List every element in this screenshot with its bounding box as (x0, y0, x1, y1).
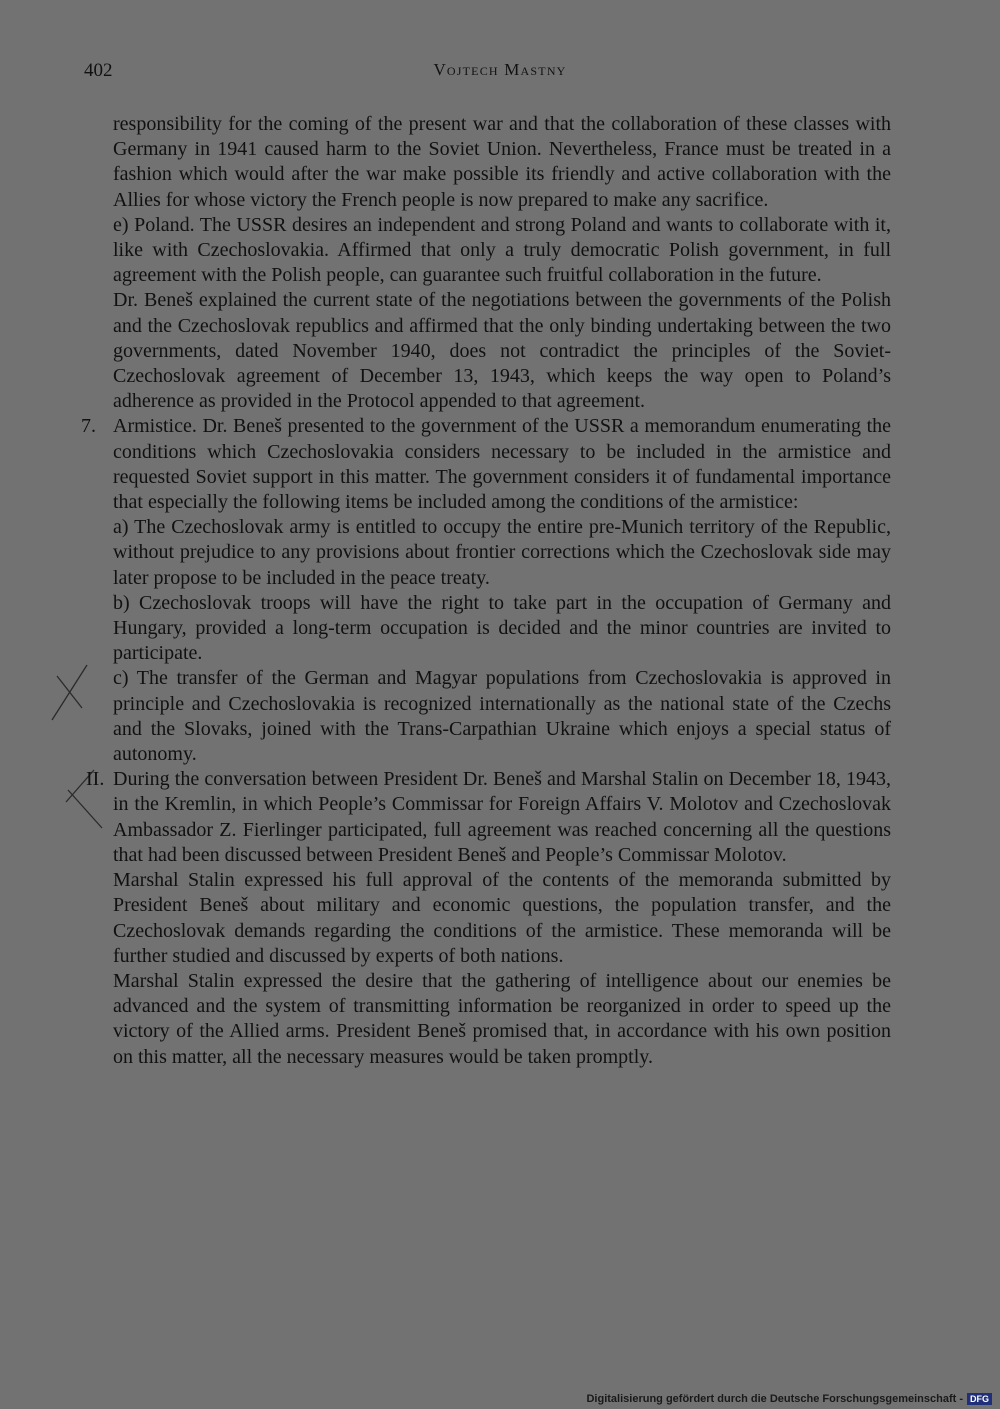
paragraph: b) Czechoslovak troops will have the right to take part in the occupation of Germany and Hungary, provided a long-term occupation is decided and the minor countries are invited to participate. (113, 591, 891, 665)
list-item-II (86, 767, 891, 868)
paragraph: Dr. Beneš explained the current state of the negotiations between the governments of the Polish and the Czechoslovak republics and affirmed that the only binding undertaking between the two governments, dated November 1940, does not contradict the principles of the Soviet-Czechoslovak agreement of December 13, 1943, which keeps the way open to Poland’s adherence as provided in the Protocol appended to that agreement. (113, 289, 891, 413)
paragraph: e) Poland. The USSR desires an independent and strong Poland and wants to collaborate with it, like with Czechoslovakia. Affirmed that only a truly democratic Polish government, in full agreement with the Polish people, can guarantee such fruitful collaboration in the future. (113, 213, 891, 287)
paragraph: Marshal Stalin expressed his full approval of the contents of the memoranda submitted by President Beneš about military and economic questions, the population transfer, and the Czechoslovak demands regarding the conditions of the armistice. These memoranda will be further studied and discussed by experts of both nations. (113, 869, 891, 967)
paragraph: a) The Czechoslovak army is entitled to occupy the entire pre-Munich territory of the Republic, without prejudice to any provisions about frontier corrections which the Czechoslovak side may later propose to be included in the peace treaty. (113, 516, 891, 589)
paragraph: responsibility for the coming of the present war and that the collaboration of these classes with Germany in 1941 caused harm to the Soviet Union. Nevertheless, France must be treated in a fashion which would after the war make possible its friendly and active collaboration with the Allies for whose victory the French people is now prepared to make any sacrifice. (113, 113, 891, 211)
digitization-footer (586, 1393, 992, 1405)
running-head: Vojtech Mastny (433, 60, 567, 79)
list-marker: 7. (81, 415, 96, 438)
paragraph: c) The transfer of the German and Magyar populations from Czechoslovakia is approved in principle and Czechoslovakia is recognized internationally as the national state of the Czechs and the Slovaks, joined with the Trans-Carpathian Ukraine which enjoys a special status of autonomy. (113, 667, 891, 766)
page-number: 402 (84, 60, 113, 81)
paragraph: Armistice. Dr. Beneš presented to the government of the USSR a memorandum enumerating the conditions which Czechoslovakia considers necessary to be included in the armistice and requested Soviet support in this matter. The government considers it of fundamental importance that especially the following items be included among the conditions of the armistice: (113, 415, 891, 514)
paragraph: During the conversation between President Dr. Beneš and Marshal Stalin on December 18, 1943, in the Kremlin, in which People’s Commissar for Foreign Affairs V. Molotov and Czechoslovak Ambassador Z. Fierlinger participated, full agreement was reached concerning all the questions that had been discussed between President Beneš and People’s Commissar Molotov. (113, 768, 891, 866)
list-item-7 (81, 414, 891, 515)
dfg-logo: DFG (967, 1393, 992, 1405)
body-text (81, 112, 891, 1070)
footer-text: Digitalisierung gefördert durch die Deutsche Forschungsgemeinschaft - (586, 1393, 963, 1405)
list-marker: II. (86, 768, 105, 791)
paragraph: Marshal Stalin expressed the desire that the gathering of intelligence about our enemies be advanced and the system of transmitting information be reorganized in order to speed up the victory of the Allied arms. President Beneš promised that, in accordance with his own position on this matter, all the necessary measures would be taken promptly. (113, 969, 891, 1068)
